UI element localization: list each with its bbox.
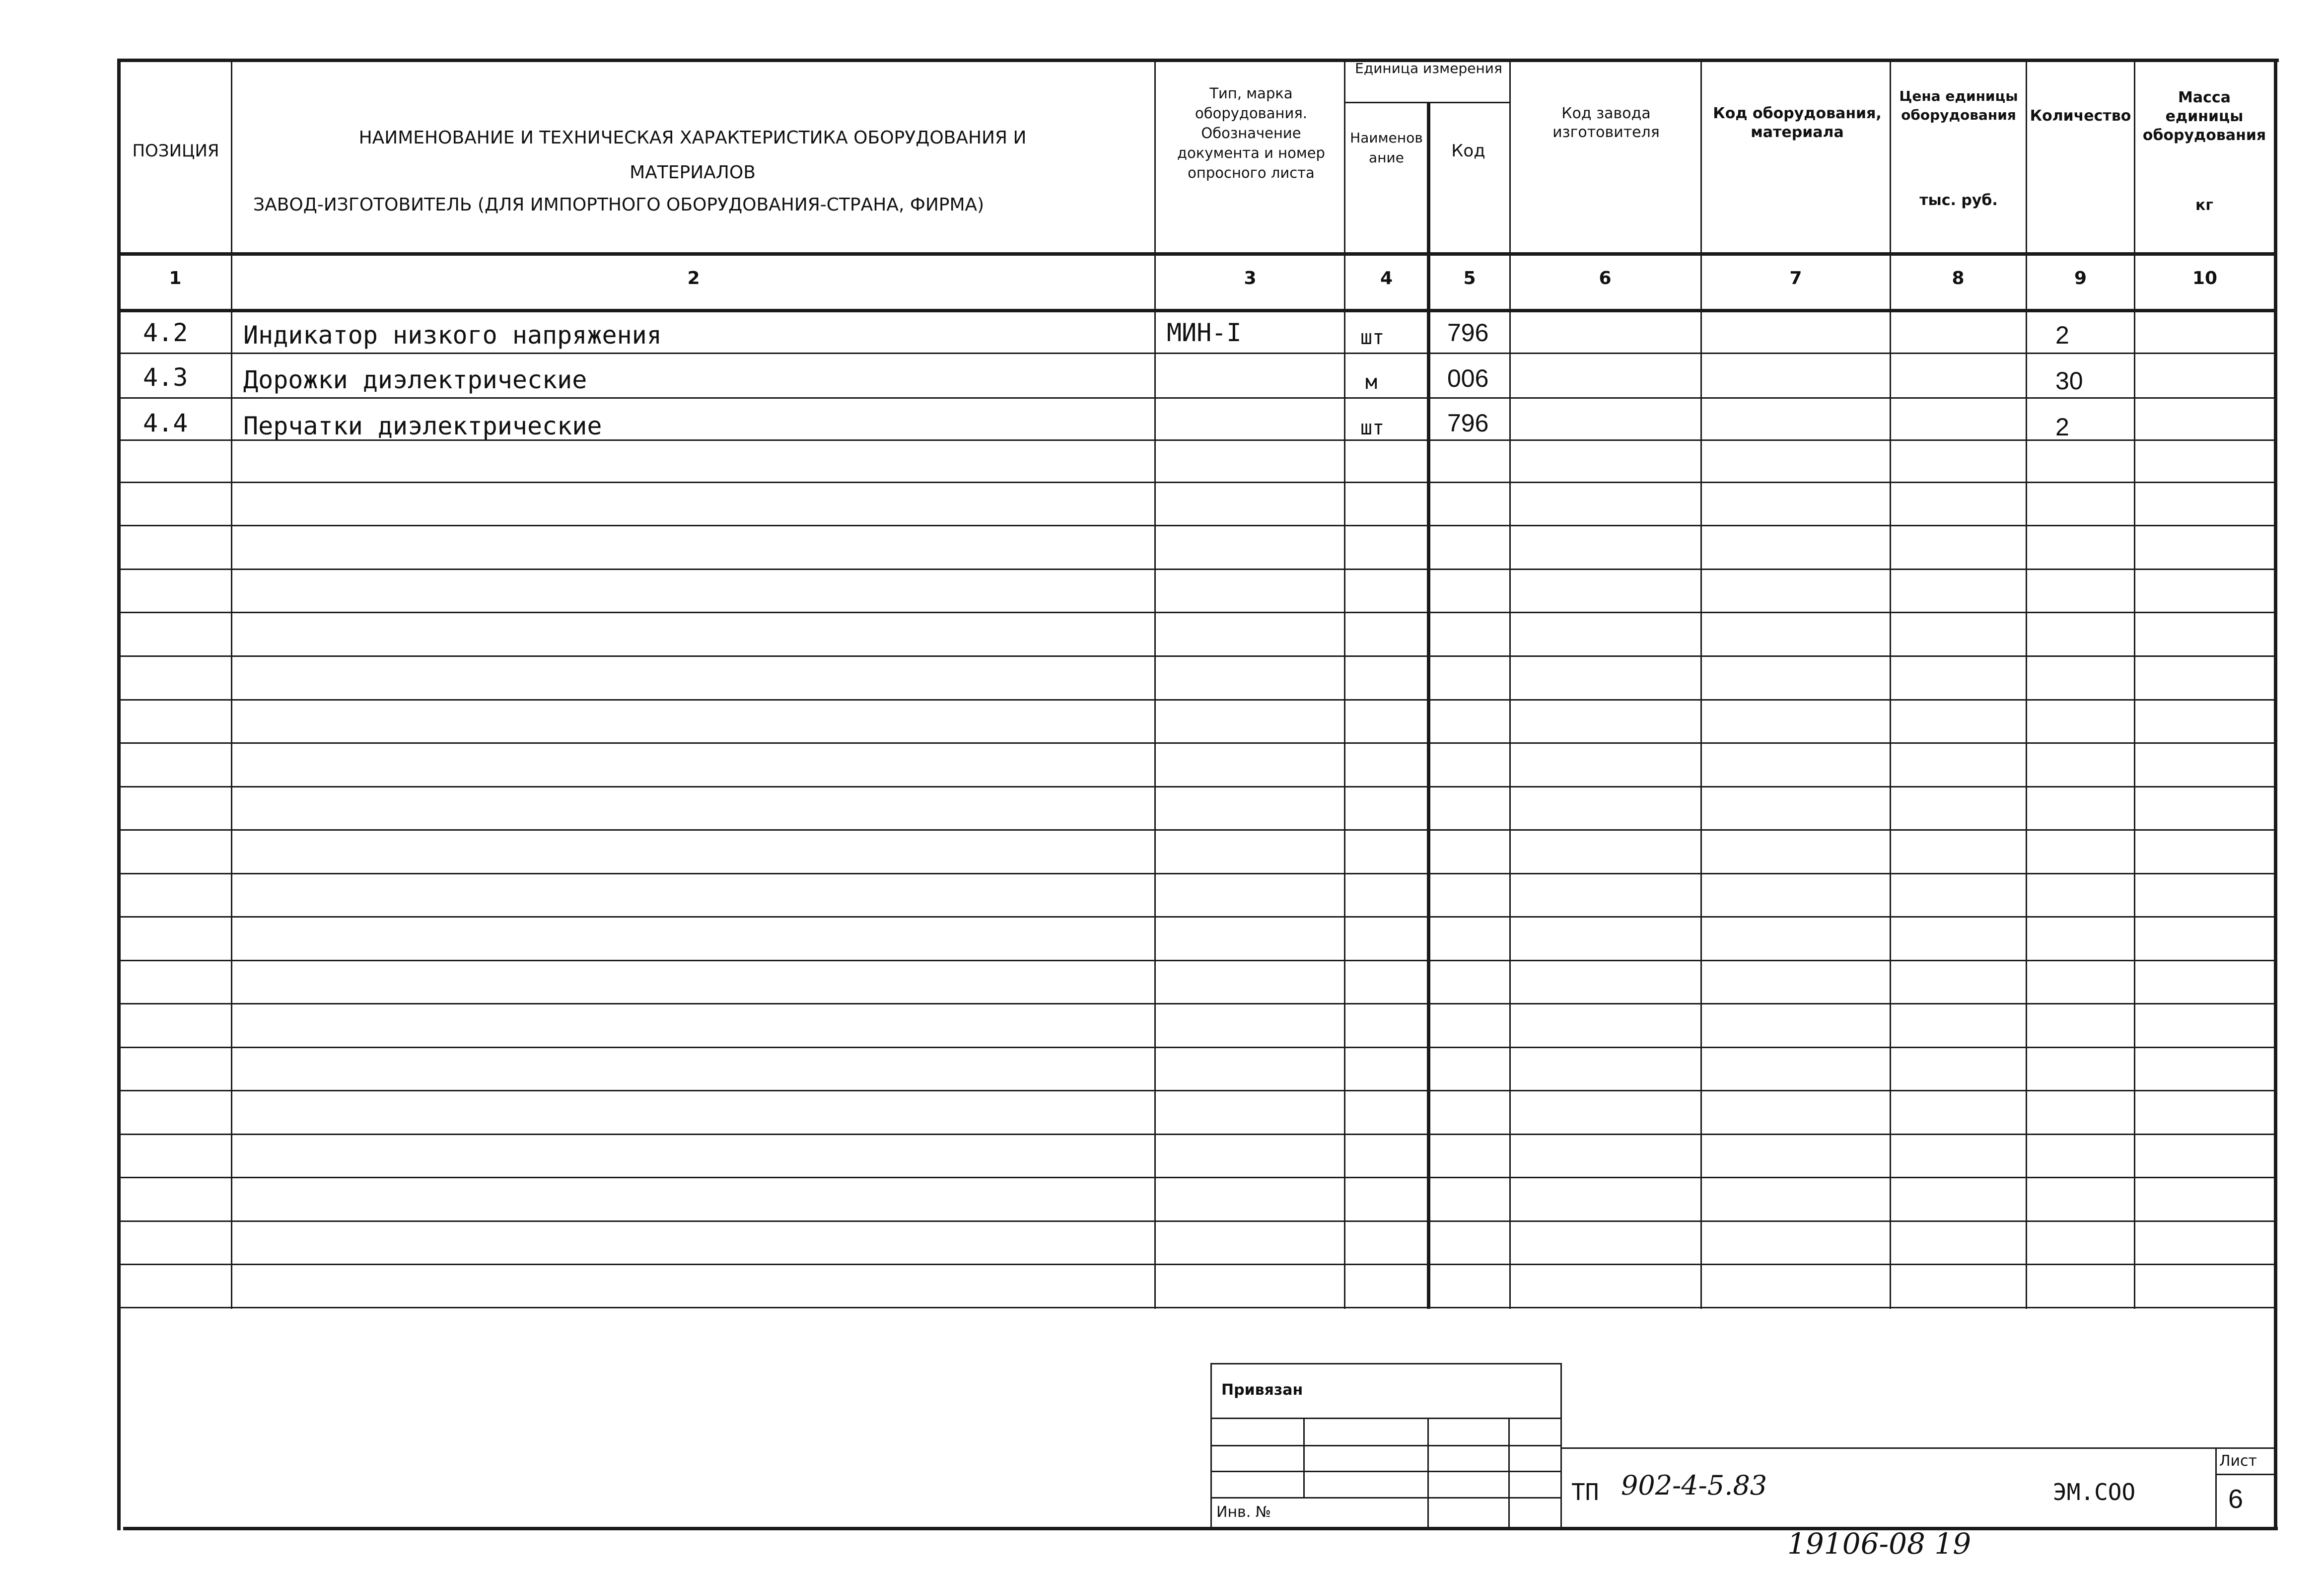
stamp-sheet-left	[2215, 1447, 2217, 1527]
row-line	[118, 742, 2276, 744]
stamp-doc-number: 902-4-5.83	[1621, 1470, 1767, 1501]
row-position: 4.2	[143, 318, 188, 347]
table-bottom	[118, 1307, 2276, 1308]
row-name: Дорожки диэлектрические	[243, 365, 587, 394]
row-line	[118, 612, 2276, 613]
row-line	[118, 1047, 2276, 1048]
col-line-6	[1700, 59, 1702, 1309]
header-price: Цена единицы оборудования	[1899, 88, 2018, 123]
header-name-line2: МАТЕРИАЛОВ	[630, 162, 756, 183]
colnum-1: 1	[169, 268, 182, 288]
header-equip-code: Код оборудования, материала	[1713, 105, 1882, 141]
row-line	[118, 525, 2276, 526]
stamp-linked-label: Привязан	[1221, 1381, 1303, 1399]
archive-number: 19106-08 19	[1787, 1527, 1972, 1561]
colnum-6: 6	[1599, 268, 1612, 288]
row-line	[118, 829, 2276, 831]
row-line	[118, 1220, 2276, 1222]
col-line-5	[1509, 59, 1511, 1309]
row-line	[118, 786, 2276, 787]
stamp-sheet-label: Лист	[2219, 1452, 2257, 1470]
colnum-5: 5	[1463, 268, 1476, 288]
col-line-2	[1154, 59, 1156, 1309]
header-unit-name: Наименование	[1350, 130, 1423, 166]
col-line-3	[1344, 59, 1345, 1309]
row-name: Перчатки диэлектрические	[243, 412, 602, 440]
row-line	[118, 397, 2276, 399]
header-mass-unit: кг	[2195, 197, 2214, 214]
row-line	[118, 873, 2276, 874]
row-line	[118, 482, 2276, 483]
row-line	[118, 569, 2276, 570]
row-position: 4.3	[143, 363, 188, 392]
row-unit: м	[1365, 371, 1378, 394]
header-unit-code: Код	[1451, 141, 1485, 161]
row-line	[118, 1177, 2276, 1178]
row-unit: шт	[1360, 326, 1385, 349]
frame-right	[2274, 59, 2277, 1530]
row-line	[118, 699, 2276, 701]
row-code: 006	[1447, 364, 1489, 392]
row-code: 796	[1447, 319, 1489, 347]
row-qty: 2	[2055, 413, 2069, 441]
colnum-10: 10	[2192, 268, 2218, 288]
stamp-doc-code: ЭМ.СОО	[2053, 1479, 2136, 1505]
row-code: 796	[1447, 409, 1489, 437]
col-line-8	[2026, 59, 2027, 1309]
stamp-line	[1560, 1363, 1562, 1527]
stamp-sheet-divider	[2215, 1474, 2275, 1475]
stamp-line	[1303, 1418, 1305, 1497]
row-line	[118, 655, 2276, 657]
stamp-line	[1508, 1418, 1510, 1527]
row-name: Индикатор низкого напряжения	[243, 321, 662, 350]
header-qty: Количество	[2030, 107, 2131, 125]
row-line	[118, 353, 2276, 354]
header-price-unit: тыс. руб.	[1919, 192, 1998, 209]
colnum-8: 8	[1952, 268, 1965, 288]
row-line	[118, 916, 2276, 918]
frame-top	[118, 59, 2279, 62]
header-position: ПОЗИЦИЯ	[132, 141, 219, 161]
header-mass: Масса единицы оборудования	[2142, 89, 2266, 144]
col-line-1	[231, 59, 232, 1309]
colnum-bottom	[118, 309, 2276, 312]
row-qty: 2	[2055, 321, 2069, 349]
row-type: МИН-I	[1167, 318, 1242, 347]
stamp-line	[1427, 1418, 1429, 1527]
stamp-line	[1210, 1363, 1562, 1364]
row-line	[118, 960, 2276, 961]
colnum-7: 7	[1789, 268, 1802, 288]
row-line	[118, 1264, 2276, 1265]
header-type: Тип, марка оборудования. Обозначение документа и номер опросного листа	[1177, 85, 1325, 181]
header-name-line3: ЗАВОД-ИЗГОТОВИТЕЛЬ (ДЛЯ ИМПОРТНОГО ОБОРУДОВАНИЯ-СТРАНА, ФИРМА)	[253, 195, 985, 215]
stamp-doc-prefix: ТП	[1571, 1479, 1599, 1505]
col-line-7	[1890, 59, 1891, 1309]
colnum-4: 4	[1380, 268, 1393, 288]
colnum-3: 3	[1244, 268, 1257, 288]
row-qty: 30	[2055, 367, 2083, 395]
stamp-doc-top	[1560, 1447, 2275, 1449]
stamp-inv-label: Инв. №	[1216, 1503, 1271, 1521]
header-bottom	[118, 252, 2276, 256]
stamp-line	[1210, 1363, 1212, 1527]
row-unit: шт	[1360, 417, 1385, 439]
row-line	[118, 1090, 2276, 1091]
header-unit: Единица измерения	[1355, 60, 1502, 76]
row-line	[118, 1003, 2276, 1004]
row-position: 4.4	[143, 409, 188, 437]
col-line-9	[2134, 59, 2135, 1309]
header-plant-code: Код завода изготовителя	[1552, 105, 1660, 141]
colnum-2: 2	[687, 268, 700, 288]
header-name-line1: НАИМЕНОВАНИЕ И ТЕХНИЧЕСКАЯ ХАРАКТЕРИСТИКА ОБОРУДОВАНИЯ И	[358, 128, 1027, 148]
colnum-9: 9	[2074, 268, 2087, 288]
stamp-sheet-number: 6	[2228, 1484, 2244, 1514]
row-line	[118, 1134, 2276, 1135]
